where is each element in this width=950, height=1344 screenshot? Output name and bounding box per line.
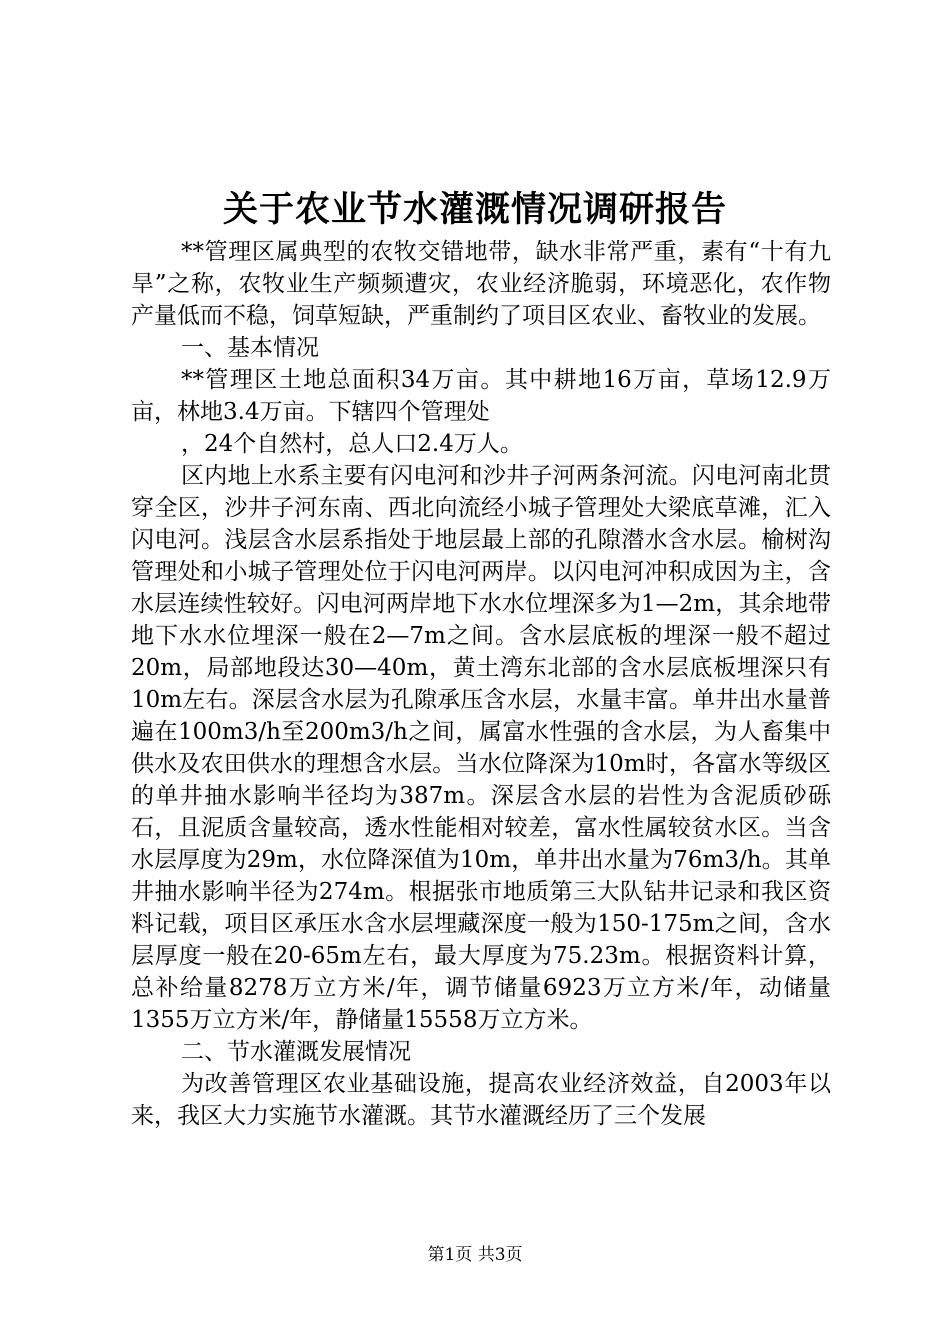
section-heading-irrigation: 二、节水灌溉发展情况 [181, 1039, 411, 1065]
paragraph-intro: **管理区属典型的农牧交错地带，缺水非常严重，素有“十有九旱”之称，农牧业生产频频遭灾，农业经济脆弱，环境恶化，农作物产量低而不稳，饲草短缺，严重制约了项目区农业、畜牧业的发展。 [131, 239, 831, 329]
section-heading-basic: 一、基本情况 [181, 335, 319, 361]
paragraph-irrigation: 为改善管理区农业基础设施，提高农业经济效益，自2003年以来，我区大力实施节水灌溉。其节水灌溉经历了三个发展 [131, 1071, 831, 1129]
page-number: 第1页 共3页 [427, 1245, 523, 1265]
paragraph-land-area: **管理区土地总面积34万亩。其中耕地16万亩，草场12.9万亩，林地3.4万亩。下辖四个管理处 [131, 367, 831, 425]
document-title: 关于农业节水灌溉情况调研报告 [222, 189, 727, 230]
document-body [131, 236, 831, 1132]
paragraph-population: ，24个自然村，总人口2.4万人。 [181, 431, 523, 457]
paragraph-water-system: 区内地上水系主要有闪电河和沙井子河两条河流。闪电河南北贯穿全区，沙井子河东南、西北向流经小城子管理处大梁底草滩，汇入闪电河。浅层含水层系指处于地层最上部的孔隙潜水含水层。榆树沟管理处和小城子管理处位于闪电河两岸。以闪电河冲积成因为主，含水层连续性较好。闪电河两岸地下水水位埋深多为1—2m，其余地带地下水水位埋深一般在2—7m之间。含水层底板的埋深一般不超过20m，局部地段达30—40m，黄土湾东北部的含水层底板埋深只有10m左右。深层含水层为孔隙承压含水层，水量丰富。单井出水量普遍在100m3/h至200m3/h之间，属富水性强的含水层，为人畜集中供水及农田供水的理想含水层。当水位降深为10m时，各富水等级区的单井抽水影响半径均为387m。深层含水层的岩性为含泥质砂砾石，且泥质含量较高，透水性能相对较差，富水性属较贫水区。当含水层厚度为29m，水位降深值为10m，单井出水量为76m3/h。其单井抽水影响半径为274m。根据张市地质第三大队钻井记录和我区资料记载，项目区承压水含水层埋藏深度一般为150-175m之间，含水层厚度一般在20-65m左右，最大厚度为75.23m。根据资料计算，总补给量8278万立方米/年，调节储量6923万立方米/年，动储量1355万立方米/年，静储量15558万立方米。 [131, 463, 831, 1033]
